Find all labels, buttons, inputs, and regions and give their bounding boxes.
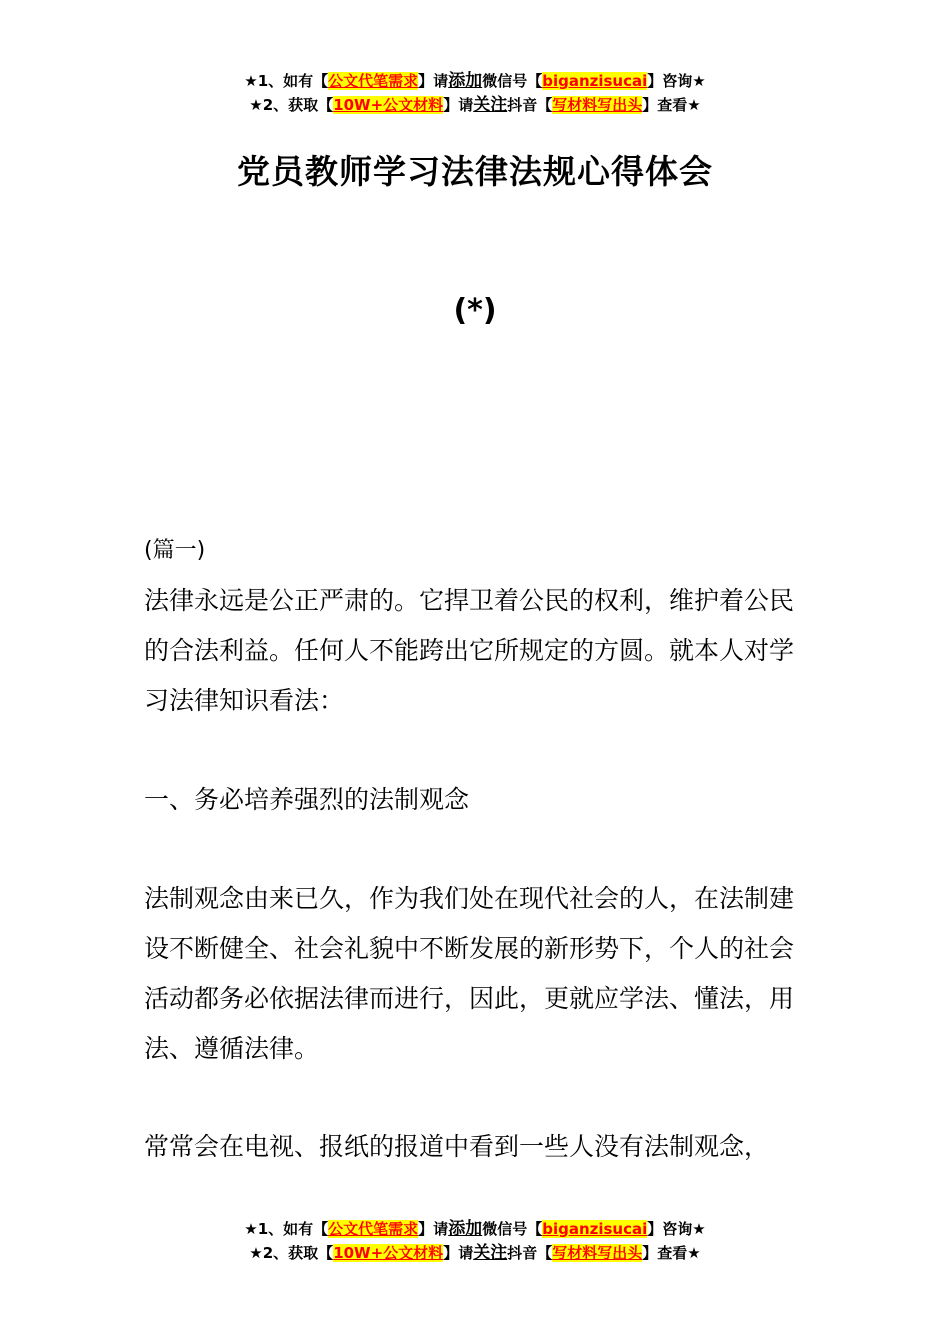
banner-highlight: 10W+公文材料 bbox=[333, 1244, 444, 1262]
section-heading: 一、务必培养强烈的法制观念 bbox=[144, 785, 470, 814]
banner-highlight: biganzisucai bbox=[542, 72, 648, 90]
banner-text: ★1、如有【 bbox=[244, 1220, 329, 1238]
document-title: 党员教师学习法律法规心得体会 bbox=[237, 152, 713, 191]
banner-text: 】查看★ bbox=[642, 1244, 701, 1262]
banner-emphasis: 添加 bbox=[448, 1219, 483, 1239]
section-label: (篇一) bbox=[144, 538, 206, 563]
banner-text: 抖音【 bbox=[507, 1244, 553, 1262]
banner-text: 】请 bbox=[418, 1220, 449, 1238]
banner-text: ★2、获取【 bbox=[249, 1244, 334, 1262]
header-banner bbox=[0, 69, 950, 117]
banner-text: ★2、获取【 bbox=[249, 96, 334, 114]
banner-emphasis: 关注 bbox=[473, 1243, 508, 1263]
banner-text: 抖音【 bbox=[507, 96, 553, 114]
banner-text: 】请 bbox=[443, 1244, 474, 1262]
banner-line-1 bbox=[0, 69, 950, 93]
banner-highlight: 写材料写出头 bbox=[552, 1244, 643, 1262]
body-paragraph: 法制观念由来已久，作为我们处在现代社会的人，在法制建设不断健全、社会礼貌中不断发展的新形势下，个人的社会活动都务必依据法律而进行，因此，更就应学法、懂法，用法、遵循法律。 bbox=[144, 884, 795, 1063]
banner-highlight: biganzisucai bbox=[542, 1220, 648, 1238]
banner-text: 】咨询★ bbox=[647, 1220, 706, 1238]
banner-text: 】请 bbox=[418, 72, 449, 90]
banner-emphasis: 关注 bbox=[473, 95, 508, 115]
banner-highlight: 写材料写出头 bbox=[552, 96, 643, 114]
banner-highlight: 公文代笔需求 bbox=[328, 72, 419, 90]
banner-text: ★1、如有【 bbox=[244, 72, 329, 90]
document-marker: (*) bbox=[453, 293, 497, 328]
banner-text: 】咨询★ bbox=[647, 72, 706, 90]
body-paragraph: 常常会在电视、报纸的报道中看到一些人没有法制观念， bbox=[144, 1132, 770, 1161]
banner-text: 】查看★ bbox=[642, 96, 701, 114]
banner-line-1 bbox=[0, 1217, 950, 1241]
footer-banner bbox=[0, 1217, 950, 1265]
banner-text: 微信号【 bbox=[482, 1220, 543, 1238]
body-paragraph: 法律永远是公正严肃的。它捍卫着公民的权利，维护着公民的合法利益。任何人不能跨出它所规定的方圆。就本人对学习法律知识看法： bbox=[144, 586, 795, 715]
banner-highlight: 10W+公文材料 bbox=[333, 96, 444, 114]
banner-line-2 bbox=[0, 1241, 950, 1265]
banner-emphasis: 添加 bbox=[448, 71, 483, 91]
banner-text: 】请 bbox=[443, 96, 474, 114]
banner-highlight: 公文代笔需求 bbox=[328, 1220, 419, 1238]
banner-line-2 bbox=[0, 93, 950, 117]
banner-text: 微信号【 bbox=[482, 72, 543, 90]
